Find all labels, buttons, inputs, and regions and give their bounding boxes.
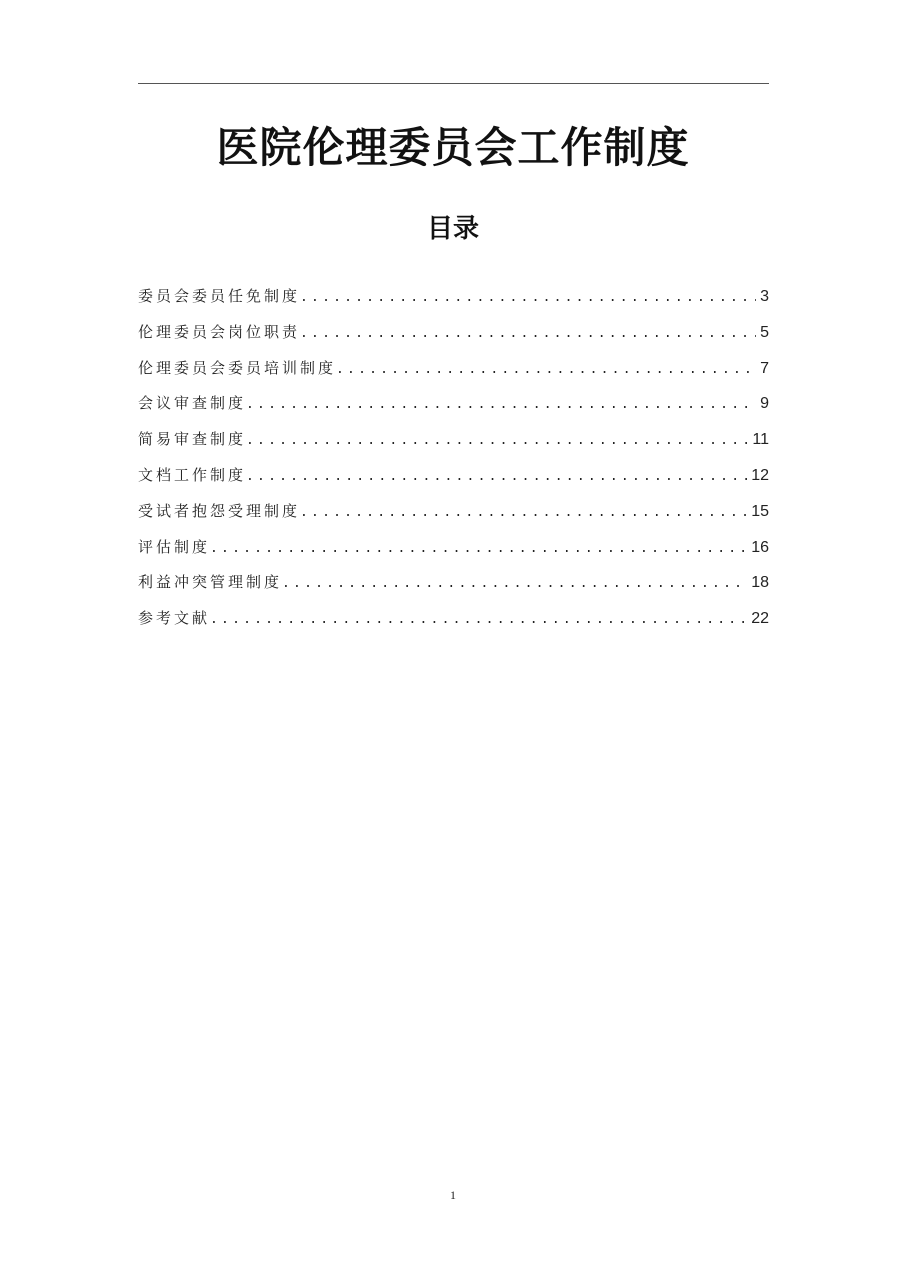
toc-entry-label: 委员会委员任免制度 [138,287,301,305]
toc-entry-label: 简易审查制度 [138,430,247,449]
toc-entry-page: 7 [760,359,769,377]
toc-entry-page: 9 [760,395,769,413]
page-number: 1 [450,1188,456,1202]
table-of-contents [138,283,769,641]
toc-entry-references[interactable] [138,605,769,641]
toc-heading: 目录 [426,214,479,244]
toc-entry-duties[interactable] [138,319,769,355]
toc-entry-label: 伦理委员会岗位职责 [138,322,301,341]
toc-entry-page: 16 [751,538,769,556]
toc-entry-label: 伦理委员会委员培训制度 [138,358,337,377]
toc-entry-label: 参考文献 [138,609,211,628]
toc-leader-dots [282,571,747,597]
toc-entry-page: 12 [751,466,769,484]
toc-entry-page: 18 [751,574,769,592]
toc-entry-label: 文档工作制度 [138,465,247,484]
toc-entry-label: 评估制度 [138,537,211,556]
toc-entry-page: 22 [751,610,769,628]
toc-leader-dots [210,607,747,633]
header-rule [138,83,769,84]
toc-entry-training[interactable] [138,355,769,391]
toc-entry-label: 受试者抱怨受理制度 [138,501,301,520]
toc-leader-dots [336,357,756,383]
toc-entry-label: 利益冲突管理制度 [138,573,283,592]
toc-leader-dots [210,536,747,562]
toc-entry-page: 11 [752,431,769,449]
toc-leader-dots [300,500,747,526]
toc-entry-page: 15 [751,502,769,520]
toc-entry-complaints[interactable] [138,498,769,534]
toc-entry-conflict-of-interest[interactable] [138,569,769,605]
toc-entry-archives[interactable] [138,462,769,498]
toc-leader-dots [300,285,756,311]
toc-leader-dots [246,428,748,454]
toc-entry-simple-review[interactable] [138,426,769,462]
toc-entry-page: 5 [760,323,769,341]
toc-entry-label: 会议审查制度 [138,394,247,413]
toc-leader-dots [300,321,756,347]
toc-leader-dots [246,464,747,490]
toc-entry-meeting-review[interactable] [138,390,769,426]
toc-entry-appointment[interactable] [138,283,769,319]
toc-entry-evaluation[interactable] [138,534,769,570]
toc-entry-page: 3 [760,288,769,305]
document-title: 医院伦理委员会工作制度 [216,123,690,172]
toc-leader-dots [246,392,756,418]
